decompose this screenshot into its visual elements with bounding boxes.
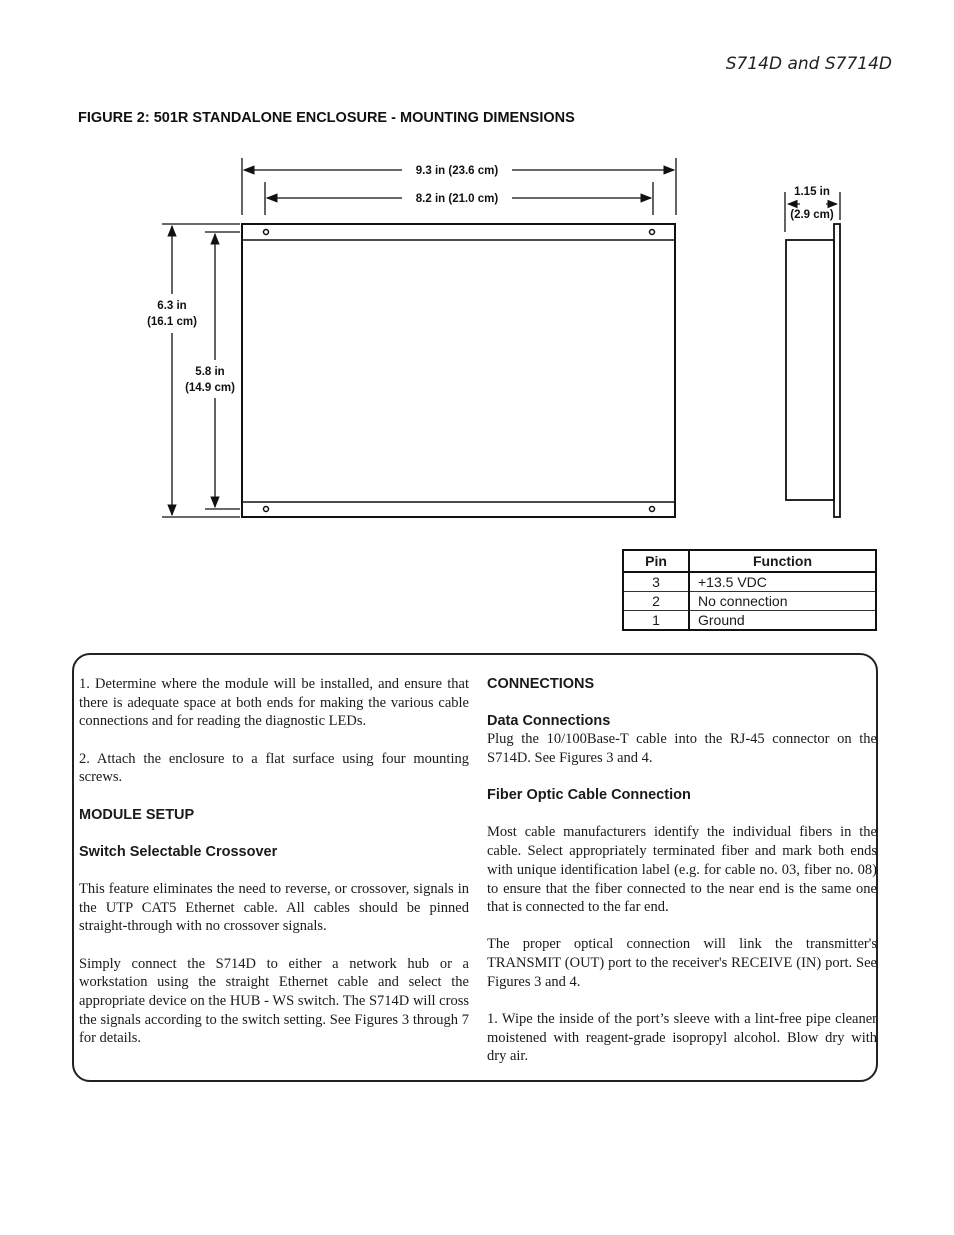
module-setup-heading: MODULE SETUP: [79, 806, 195, 823]
pin-function: Ground: [689, 611, 876, 631]
crossover-heading: Switch Selectable Crossover: [79, 844, 278, 861]
data-connections-paragraph: Plug the 10/100Base-T cable into the RJ-45 connector on the S714D. See Figures 3 and 4.: [487, 731, 877, 766]
mounting-hole: [650, 230, 655, 235]
mounting-hole: [264, 507, 269, 512]
pin-number: 3: [623, 572, 689, 592]
crossover-paragraph-2: Simply connect the S714D to either a network hub or a workstation using the straight Ethernet cable and select the appropriate device on the HUB - WS switch. The S714D will cross the signals according to the switch setting. See Figures 3 through 7 for details.: [79, 955, 469, 1047]
instructions-left-column: [79, 675, 469, 1048]
depth-label: 1.15 in: [794, 186, 830, 198]
table-header-function: Function: [689, 550, 876, 572]
document-title: S714D and S7714D: [725, 54, 892, 74]
outer-width-label: 9.3 in (23.6 cm): [415, 165, 499, 177]
pin-number: 2: [623, 592, 689, 611]
install-step-1: 1. Determine where the module will be installed, and ensure that there is adequate space at both ends for making the various cable connections and for reading the diagnostic LEDs.: [79, 676, 469, 730]
connections-heading: CONNECTIONS: [487, 676, 595, 692]
table-header-pin: Pin: [623, 550, 689, 572]
data-connections-heading: Data Connections: [487, 713, 611, 729]
mounting-hole: [650, 507, 655, 512]
mounting-hole: [264, 230, 269, 235]
pin-number: 1: [623, 611, 689, 631]
enclosure-front-view: [242, 224, 675, 517]
outer-height-cm-label: (16.1 cm): [147, 316, 197, 328]
crossover-paragraph-1: This feature eliminates the need to reverse, or crossover, signals in the UTP CAT5 Ethernet cable. All cables should be pinned straight-through with no crossover signals.: [79, 881, 469, 935]
pin-function-table: [622, 549, 877, 631]
mount-height-label: 5.8 in: [195, 366, 225, 378]
outer-height-label: 6.3 in: [157, 300, 187, 312]
mount-height-cm-label: (14.9 cm): [185, 382, 235, 394]
mount-width-label: 8.2 in (21.0 cm): [415, 193, 499, 205]
pin-function: No connection: [689, 592, 876, 611]
table-row: [623, 592, 876, 611]
instructions-panel: [72, 653, 878, 1082]
table-row: [623, 611, 876, 631]
enclosure-side-view: [786, 240, 834, 500]
fiber-paragraph-1: Most cable manufacturers identify the individual fibers in the cable. Select appropriately terminated fiber and mark both ends with unique identification label (e.g. for cable no. 03, fiber no. 08) to ensure that the fiber connected to the near end is the same one that is connected to the far end.: [487, 824, 877, 916]
figure-title: FIGURE 2: 501R STANDALONE ENCLOSURE - MOUNTING DIMENSIONS: [78, 110, 575, 126]
pin-function: +13.5 VDC: [689, 572, 876, 592]
instructions-right-column: [487, 675, 877, 1066]
fiber-heading: Fiber Optic Cable Connection: [487, 787, 691, 804]
fiber-paragraph-3: 1. Wipe the inside of the port’s sleeve with a lint-free pipe cleaner moistened with reagent-grade isopropyl alcohol. Blow dry with dry air.: [487, 1011, 877, 1065]
depth-cm-label: (2.9 cm): [790, 209, 834, 221]
fiber-paragraph-2: The proper optical connection will link the transmitter's TRANSMIT (OUT) port to the receiver's RECEIVE (IN) port. See Figures 3 and 4.: [487, 936, 877, 990]
side-view-flange: [834, 224, 840, 517]
install-step-2: 2. Attach the enclosure to a flat surface using four mounting screws.: [79, 750, 469, 786]
table-row: [623, 572, 876, 592]
